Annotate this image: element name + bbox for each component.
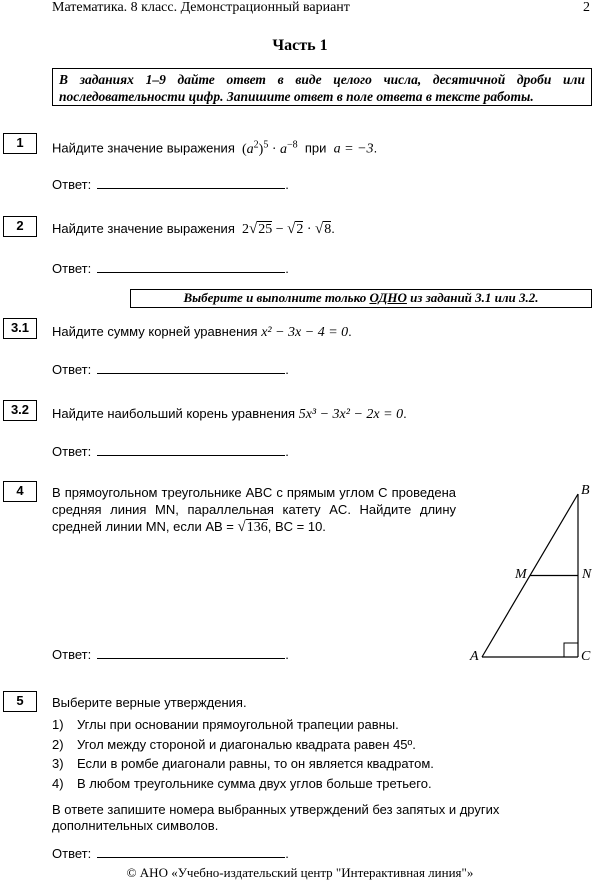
- task-5-instruction: В ответе запишите номера выбранных утверждений без запятых и других дополнительных символов.: [52, 802, 500, 833]
- answer-field-2[interactable]: Ответ: .: [52, 261, 289, 276]
- task-number-3-1: 3.1: [3, 318, 37, 339]
- label-m: M: [515, 567, 527, 582]
- task-number-2: 2: [3, 216, 37, 237]
- answer-field-4[interactable]: Ответ: .: [52, 647, 289, 662]
- page-number: 2: [583, 0, 590, 15]
- task-1-text: Найдите значение выражения $(a^2)^5 \cdot a^{-8}$ при a = −3.: [52, 139, 378, 157]
- label-n: N: [582, 567, 592, 582]
- task-3-2-text: Найдите наибольший корень уравнения 5x³ − 3x² − 2x = 0.: [52, 406, 407, 422]
- instruction-box: В заданиях 1–9 дайте ответ в виде целого числа, десятичной дроби или последовательности цифр. Запишите ответ в поле ответа в тексте работы.: [52, 68, 592, 106]
- triangle-figure: [460, 480, 600, 665]
- option-3: 3) Если в ромбе диагонали равны, то он является квадратом.: [52, 756, 434, 771]
- answer-field-1[interactable]: Ответ: .: [52, 177, 289, 192]
- answer-field-3-2[interactable]: Ответ: .: [52, 444, 289, 459]
- task-number-3-2: 3.2: [3, 400, 37, 421]
- option-1: 1) Углы при основании прямоугольной трапеции равны.: [52, 717, 399, 732]
- task-5-text: Выберите верные утверждения.: [52, 695, 247, 710]
- task-3-1-text: Найдите сумму корней уравнения x² − 3x − 4 = 0.: [52, 324, 352, 340]
- task-1-expression: $(a^2)^5 \cdot a^{-8}$: [238, 139, 298, 157]
- answer-field-5[interactable]: Ответ: .: [52, 846, 289, 861]
- label-b: B: [581, 483, 590, 498]
- label-a: A: [470, 649, 479, 664]
- part-title: Часть 1: [272, 37, 328, 54]
- footer-copyright: © АНО «Учебно-издательский центр "Интерактивная линия"»: [126, 865, 474, 880]
- right-angle-mark: [564, 643, 578, 657]
- task-number-1: 1: [3, 133, 37, 154]
- label-c: C: [581, 649, 591, 664]
- header-title: Математика. 8 класс. Демонстрационный вариант: [52, 0, 350, 15]
- task-2-expression: 2√25 − √2 · √8: [242, 221, 332, 237]
- option-2: 2) Угол между стороной и диагональю квадрата равен 45º.: [52, 737, 416, 752]
- task-2-text: Найдите значение выражения 2√25 − √2 · √8.: [52, 221, 335, 237]
- task-number-4: 4: [3, 481, 37, 502]
- option-4: 4) В любом треугольнике сумма двух углов больше третьего.: [52, 776, 432, 791]
- task-number-5: 5: [3, 691, 37, 712]
- choose-one-box: Выберите и выполните только ОДНО из заданий 3.1 или 3.2.: [130, 289, 592, 308]
- task-4-text: В прямоугольном треугольнике ABC с прямым углом C проведена средняя линия MN, параллельная катету AC. Найдите длину средней линии MN, если AB = √136, BC = 10.: [52, 485, 456, 535]
- answer-field-3-1[interactable]: Ответ: .: [52, 362, 289, 377]
